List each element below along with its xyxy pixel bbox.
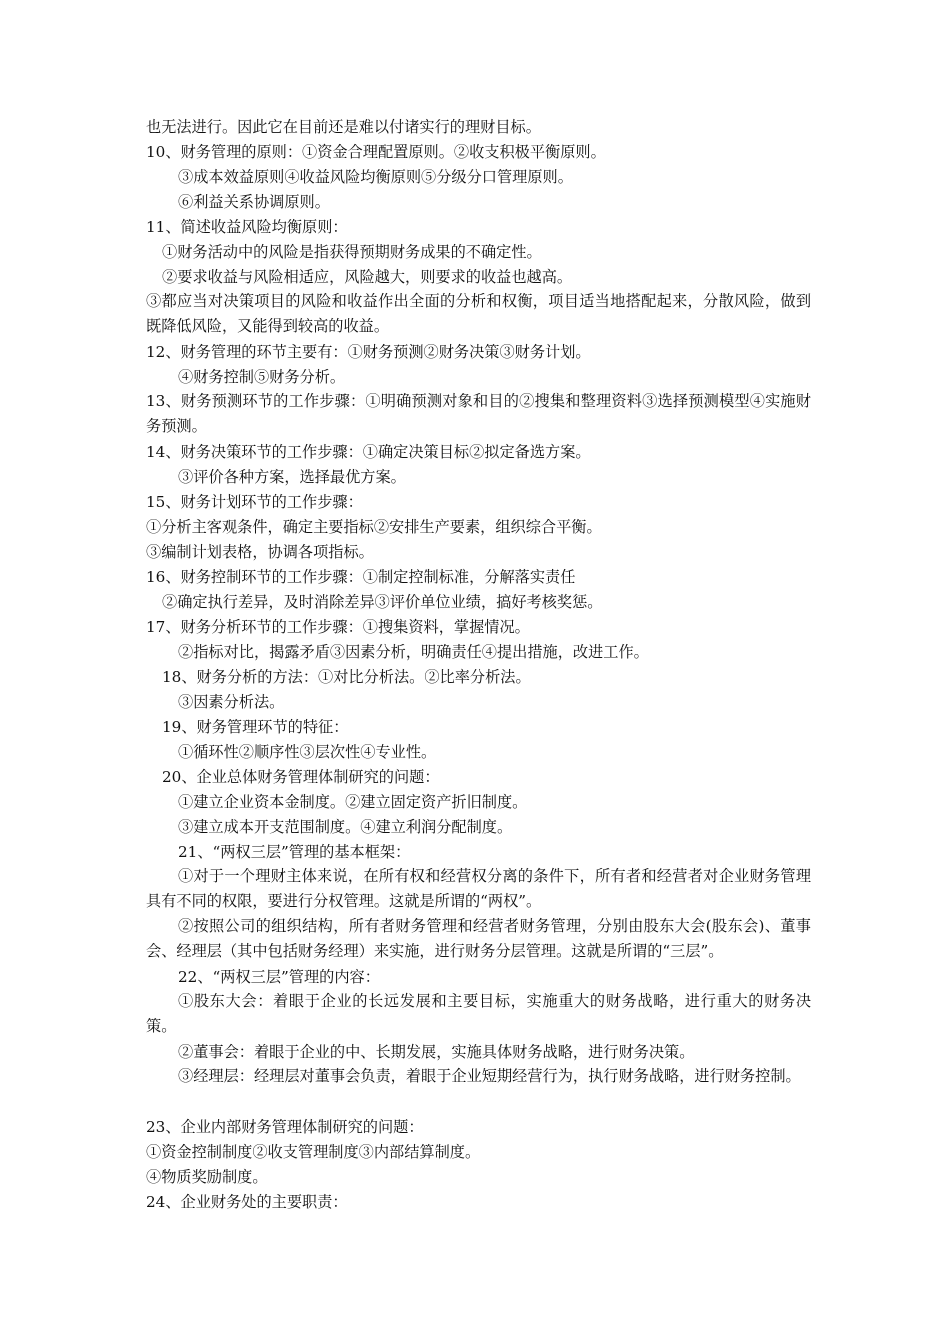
paragraph: 13、财务预测环节的工作步骤：①明确预测对象和目的②搜集和整理资料③选择预测模型④实施财务预测。: [146, 392, 811, 435]
text-line: 18、财务分析的方法：①对比分析法。②比率分析法。: [162, 668, 531, 686]
text-line: 11、简述收益风险均衡原则：: [146, 218, 348, 236]
text-line: ①建立企业资本金制度。②建立固定资产折旧制度。: [178, 793, 528, 811]
text-line: ②指标对比，揭露矛盾③因素分析，明确责任④提出措施，改进工作。: [178, 643, 649, 661]
text-line: 23、企业内部财务管理体制研究的问题：: [146, 1118, 424, 1136]
text-line: ①循环性②顺序性③层次性④专业性。: [178, 743, 437, 761]
text-line: 17、财务分析环节的工作步骤：①搜集资料，掌握情况。: [146, 618, 530, 636]
paragraph: ③经理层：经理层对董事会负责，着眼于企业短期经营行为，执行财务战略，进行财务控制。: [178, 1067, 801, 1085]
paragraph: ①股东大会：着眼于企业的长远发展和主要目标，实施重大的财务战略，进行重大的财务决策。: [146, 992, 811, 1035]
text-line: 19、财务管理环节的特征：: [162, 718, 349, 736]
text-line: ②要求收益与风险相适应，风险越大，则要求的收益也越高。: [162, 268, 573, 286]
text-line: 14、财务决策环节的工作步骤：①确定决策目标②拟定备选方案。: [146, 443, 591, 461]
paragraph: ③都应当对决策项目的风险和收益作出全面的分析和权衡，项目适当地搭配起来，分散风险，做到既降低风险，又能得到较高的收益。: [146, 292, 811, 335]
text-line: 22、“两权三层”管理的内容：: [178, 968, 380, 986]
text-line: 也无法进行。因此它在目前还是难以付诸实行的理财目标。: [146, 118, 541, 136]
text-line: 20、企业总体财务管理体制研究的问题：: [162, 768, 440, 786]
paragraph: ②按照公司的组织结构，所有者财务管理和经营者财务管理，分别由股东大会(股东会)、董事会、经理层（其中包括财务经理）来实施，进行财务分层管理。这就是所谓的“三层”。: [146, 917, 811, 960]
text-line: ③编制计划表格，协调各项指标。: [146, 543, 374, 561]
text-line: 12、财务管理的环节主要有：①财务预测②财务决策③财务计划。: [146, 343, 591, 361]
text-line: 10、财务管理的原则：①资金合理配置原则。②收支积极平衡原则。: [146, 143, 606, 161]
text-line: 24、企业财务处的主要职责：: [146, 1193, 348, 1211]
text-line: ③因素分析法。: [178, 693, 285, 711]
text-line: 21、“两权三层”管理的基本框架：: [178, 843, 411, 861]
text-line: ④物质奖励制度。: [146, 1168, 268, 1186]
text-line: ①分析主客观条件，确定主要指标②安排生产要素，组织综合平衡。: [146, 518, 602, 536]
text-line: ①财务活动中的风险是指获得预期财务成果的不确定性。: [162, 243, 542, 261]
text-line: ④财务控制⑤财务分析。: [178, 368, 346, 386]
text-line: 15、财务计划环节的工作步骤：: [146, 493, 363, 511]
text-line: ③建立成本开支范围制度。④建立利润分配制度。: [178, 818, 513, 836]
text-line: ①资金控制制度②收支管理制度③内部结算制度。: [146, 1143, 481, 1161]
text-line: ②确定执行差异，及时消除差异③评价单位业绩，搞好考核奖惩。: [162, 593, 603, 611]
text-line: ③评价各种方案，选择最优方案。: [178, 468, 406, 486]
paragraph: ①对于一个理财主体来说，在所有权和经营权分离的条件下，所有者和经营者对企业财务管理具有不同的权限，要进行分权管理。这就是所谓的“两权”。: [146, 867, 811, 910]
text-line: ②董事会：着眼于企业的中、长期发展，实施具体财务战略，进行财务决策。: [178, 1043, 695, 1061]
text-line: 16、财务控制环节的工作步骤：①制定控制标准，分解落实责任: [146, 568, 576, 586]
text-line: ⑥利益关系协调原则。: [178, 193, 330, 211]
text-line: ③成本效益原则④收益风险均衡原则⑤分级分口管理原则。: [178, 168, 573, 186]
